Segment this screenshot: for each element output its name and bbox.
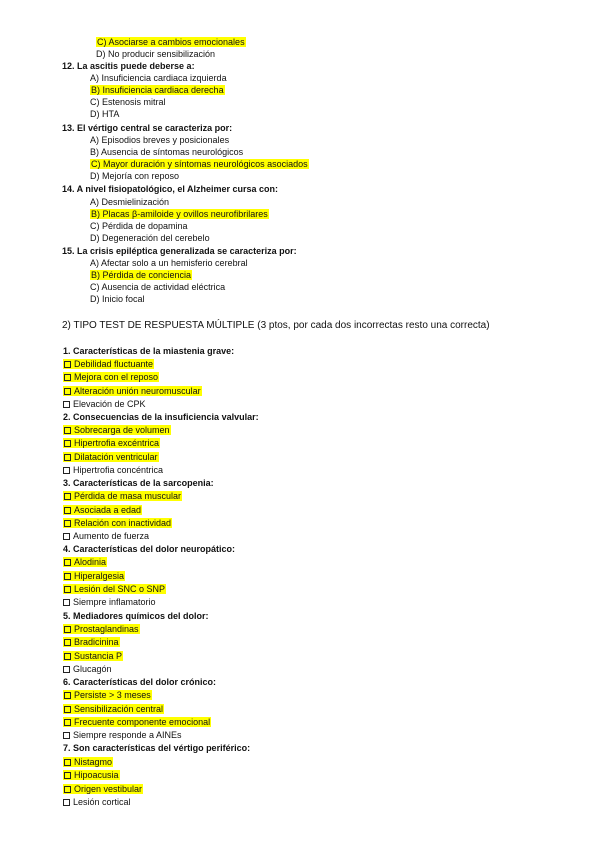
checkbox-icon[interactable]: [63, 533, 70, 540]
checkbox-option[interactable]: [63, 770, 120, 781]
option-text: Siempre responde a AINEs: [73, 730, 182, 740]
checkbox-icon[interactable]: [64, 454, 71, 461]
checkbox-option[interactable]: [63, 624, 140, 635]
checkbox-icon[interactable]: [64, 507, 71, 514]
option-line: [90, 147, 243, 158]
checkbox-icon[interactable]: [64, 361, 71, 368]
checkbox-icon[interactable]: [64, 374, 71, 381]
question-title: 4. Características del dolor neuropático:: [63, 544, 236, 554]
checkbox-option[interactable]: [63, 757, 113, 768]
option-text: Lesión cortical: [73, 797, 131, 807]
checkbox-icon[interactable]: [64, 719, 71, 726]
checkbox-option[interactable]: [63, 386, 202, 397]
option-line: [90, 97, 166, 108]
option-text: Glucagón: [73, 664, 112, 674]
option-text: C) Estenosis mitral: [90, 97, 166, 107]
checkbox-option[interactable]: [63, 717, 211, 728]
checkbox-icon[interactable]: [64, 626, 71, 633]
option-text: Alteración unión neuromuscular: [74, 386, 201, 396]
checkbox-icon[interactable]: [64, 586, 71, 593]
checkbox-icon[interactable]: [64, 520, 71, 527]
checkbox-option[interactable]: [63, 452, 159, 463]
option-text: Sensibilización central: [74, 704, 164, 714]
option-text: Hiperalgesia: [74, 571, 125, 581]
checkbox-icon[interactable]: [63, 666, 70, 673]
checkbox-option[interactable]: [63, 399, 146, 410]
checkbox-option[interactable]: [63, 784, 143, 795]
checkbox-option[interactable]: [63, 664, 112, 675]
checkbox-option[interactable]: [63, 531, 149, 542]
question-title: 5. Mediadores químicos del dolor:: [63, 611, 209, 621]
option-line: [90, 233, 210, 244]
option-text: Pérdida de masa muscular: [74, 491, 182, 501]
checkbox-icon[interactable]: [64, 692, 71, 699]
checkbox-icon[interactable]: [63, 732, 70, 739]
option-line: [90, 73, 227, 84]
checkbox-icon[interactable]: [64, 706, 71, 713]
option-text: Nistagmo: [74, 757, 113, 767]
option-text: Asociada a edad: [74, 505, 142, 515]
option-text: D) Degeneración del cerebelo: [90, 233, 210, 243]
option-text: Relación con inactividad: [74, 518, 172, 528]
checkbox-icon[interactable]: [64, 786, 71, 793]
option-text: Prostaglandinas: [74, 624, 139, 634]
option-text: D) Inicio focal: [90, 294, 145, 304]
option-text: B) Pérdida de conciencia: [91, 270, 192, 280]
checkbox-option[interactable]: [63, 465, 163, 476]
checkbox-icon[interactable]: [64, 653, 71, 660]
option-text: A) Desmielinización: [90, 197, 170, 207]
option-text: A) Afectar solo a un hemisferio cerebral: [90, 258, 248, 268]
option-text: C) Asociarse a cambios emocionales: [97, 37, 245, 47]
checkbox-icon[interactable]: [64, 759, 71, 766]
checkbox-icon[interactable]: [64, 440, 71, 447]
checkbox-icon[interactable]: [63, 599, 70, 606]
checkbox-option[interactable]: [63, 425, 171, 436]
checkbox-option[interactable]: [63, 597, 156, 608]
checkbox-icon[interactable]: [64, 639, 71, 646]
option-line: [90, 282, 225, 293]
checkbox-option[interactable]: [63, 359, 154, 370]
checkbox-option[interactable]: [63, 372, 159, 383]
option-text: Dilatación ventricular: [74, 452, 158, 462]
option-text: Alodinia: [74, 557, 107, 567]
option-text: B) Insuficiencia cardiaca derecha: [91, 85, 224, 95]
checkbox-option[interactable]: [63, 797, 131, 808]
option-text: C) Ausencia de actividad eléctrica: [90, 282, 226, 292]
option-text: D) Mejoría con reposo: [90, 171, 180, 181]
option-line: [90, 270, 192, 281]
option-line: [96, 37, 246, 48]
question-title: 1. Características de la miastenia grave:: [63, 346, 235, 356]
option-text: Elevación de CPK: [73, 399, 146, 409]
option-text: B) Ausencia de síntomas neurológicos: [90, 147, 244, 157]
checkbox-option[interactable]: [63, 637, 120, 648]
checkbox-icon[interactable]: [64, 388, 71, 395]
checkbox-icon[interactable]: [63, 401, 70, 408]
question-title: 3. Características de la sarcopenia:: [63, 478, 214, 488]
option-line: [90, 221, 188, 232]
option-text: C) Mayor duración y síntomas neurológicos asociados: [91, 159, 308, 169]
option-text: Mejora con el reposo: [74, 372, 159, 382]
option-text: Hipoacusia: [74, 770, 119, 780]
question-title: 14. A nivel fisiopatológico, el Alzheimer cursa con:: [62, 184, 279, 194]
option-text: Hipertrofia excéntrica: [74, 438, 160, 448]
option-text: Frecuente componente emocional: [74, 717, 211, 727]
checkbox-icon[interactable]: [64, 559, 71, 566]
option-text: Sustancia P: [74, 651, 123, 661]
option-text: D) HTA: [90, 109, 120, 119]
option-line: [90, 197, 169, 208]
question-title: 13. El vértigo central se caracteriza por:: [62, 123, 233, 133]
option-text: Bradicinina: [74, 637, 119, 647]
checkbox-option[interactable]: [63, 651, 123, 662]
checkbox-option[interactable]: [63, 704, 164, 715]
option-text: C) Pérdida de dopamina: [90, 221, 188, 231]
option-text: Origen vestibular: [74, 784, 143, 794]
option-text: Lesión del SNC o SNP: [74, 584, 166, 594]
option-line: [90, 258, 248, 269]
checkbox-option[interactable]: [63, 730, 182, 741]
question-title: 12. La ascitis puede deberse a:: [62, 61, 195, 71]
option-line: [90, 209, 269, 220]
checkbox-option[interactable]: [63, 584, 166, 595]
option-text: A) Episodios breves y posicionales: [90, 135, 230, 145]
option-line: [90, 171, 179, 182]
question-title: 2. Consecuencias de la insuficiencia valvular:: [63, 412, 259, 422]
option-text: Persiste > 3 meses: [74, 690, 151, 700]
checkbox-icon[interactable]: [64, 772, 71, 779]
checkbox-option[interactable]: [63, 557, 107, 568]
checkbox-icon[interactable]: [63, 799, 70, 806]
option-text: B) Placas β-amiloide y ovillos neurofibrilares: [91, 209, 268, 219]
option-text: A) Insuficiencia cardiaca izquierda: [90, 73, 227, 83]
option-text: Siempre inflamatorio: [73, 597, 156, 607]
option-text: Hipertrofia concéntrica: [73, 465, 164, 475]
question-title: 6. Características del dolor crónico:: [63, 677, 217, 687]
checkbox-icon[interactable]: [64, 573, 71, 580]
checkbox-icon[interactable]: [64, 493, 71, 500]
checkbox-icon[interactable]: [63, 467, 70, 474]
checkbox-icon[interactable]: [64, 427, 71, 434]
option-text: Sobrecarga de volumen: [74, 425, 170, 435]
checkbox-option[interactable]: [63, 438, 160, 449]
option-line: [90, 109, 119, 120]
option-line: [90, 135, 229, 146]
option-text: D) No producir sensibilización: [96, 49, 216, 59]
option-line: [96, 49, 215, 60]
option-text: Aumento de fuerza: [73, 531, 150, 541]
checkbox-option[interactable]: [63, 571, 125, 582]
option-text: Debilidad fluctuante: [74, 359, 154, 369]
section-heading: 2) TIPO TEST DE RESPUESTA MÚLTIPLE (3 ptos, por cada dos incorrectas resto una correcta): [62, 320, 490, 331]
option-line: [90, 159, 309, 170]
checkbox-option[interactable]: [63, 518, 172, 529]
checkbox-option[interactable]: [63, 491, 182, 502]
checkbox-option[interactable]: [63, 690, 152, 701]
checkbox-option[interactable]: [63, 505, 142, 516]
question-title: 7. Son características del vértigo periférico:: [63, 743, 251, 753]
option-line: [90, 294, 145, 305]
option-line: [90, 85, 225, 96]
question-title: 15. La crisis epiléptica generalizada se caracteriza por:: [62, 246, 297, 256]
